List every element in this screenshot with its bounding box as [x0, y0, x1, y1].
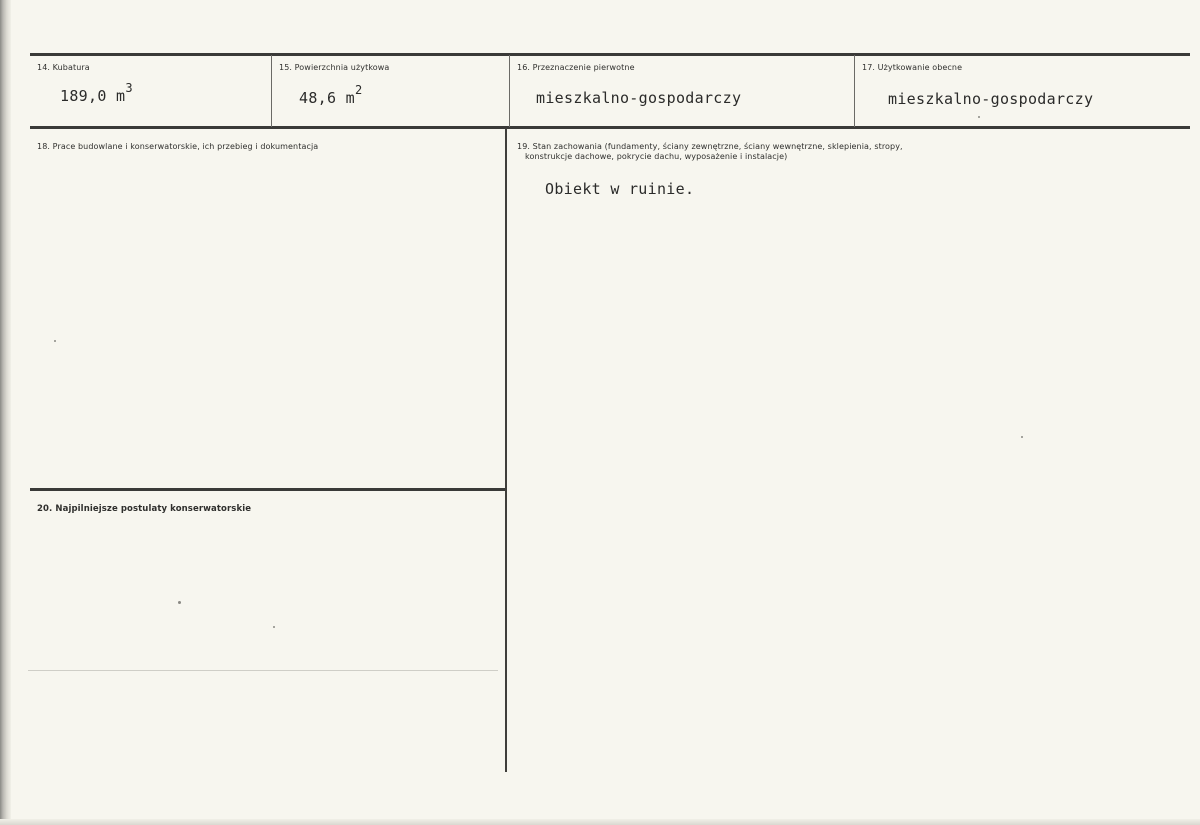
main-col-divider	[505, 128, 507, 772]
col-divider-3	[854, 55, 855, 127]
col-divider-1	[271, 55, 272, 127]
faint-line	[28, 670, 498, 671]
field-15-number: 48,6 m	[299, 89, 355, 107]
field-14-number: 189,0 m	[60, 87, 126, 105]
field-17-label: 17. Użytkowanie obecne	[862, 63, 963, 72]
field-15-label: 15. Powierzchnia użytkowa	[279, 63, 390, 72]
field-17-value: mieszkalno-gospodarczy	[888, 90, 1094, 108]
section-18-20-rule	[30, 488, 506, 491]
field-14-exponent: 3	[125, 81, 133, 95]
field-19-label: 19. Stan zachowania (fundamenty, ściany zewnętrzne, ściany wewnętrzne, sklepienia, stropy,	[517, 142, 903, 151]
top-rule	[30, 53, 1190, 56]
field-20-label: 20. Najpilniejsze postulaty konserwatorskie	[37, 504, 252, 514]
field-15-value	[299, 83, 363, 107]
speck	[273, 626, 275, 628]
speck	[178, 601, 181, 604]
field-18-label: 18. Prace budowlane i konserwatorskie, ich przebieg i dokumentacja	[37, 142, 319, 151]
speck	[1021, 436, 1023, 438]
field-15-exponent: 2	[355, 83, 363, 97]
paper-edge-left	[0, 0, 11, 825]
row-divider-rule	[30, 126, 1190, 129]
field-19-label-cont: konstrukcje dachowe, pokrycie dachu, wyposażenie i instalacje)	[525, 152, 788, 161]
field-14-label: 14. Kubatura	[37, 63, 90, 72]
paper-edge-bottom	[0, 819, 1200, 825]
speck	[978, 116, 980, 118]
field-19-value: Obiekt w ruinie.	[545, 180, 695, 198]
speck	[54, 340, 56, 342]
field-16-label: 16. Przeznaczenie pierwotne	[517, 63, 635, 72]
col-divider-2	[509, 55, 510, 127]
field-14-value	[60, 81, 133, 105]
field-16-value: mieszkalno-gospodarczy	[536, 89, 742, 107]
